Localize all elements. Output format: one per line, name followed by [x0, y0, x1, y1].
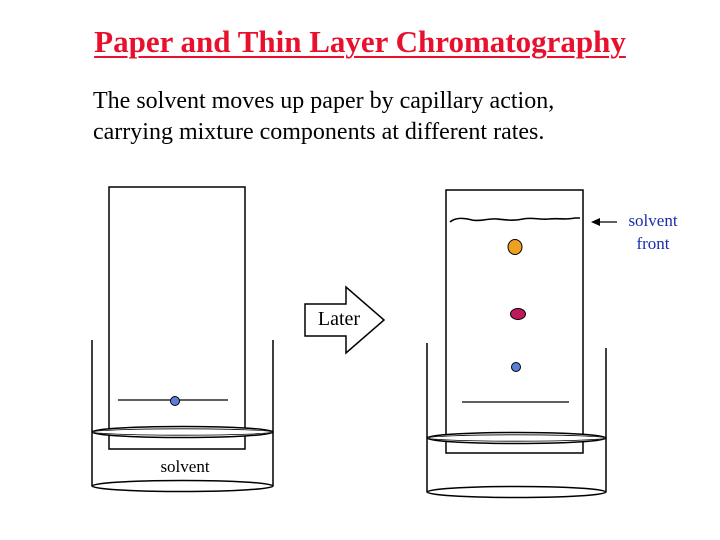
later-label: Later — [317, 308, 361, 330]
solvent-front-label-line-1: solvent — [628, 211, 678, 230]
solvent-front-pointer-arrow — [591, 218, 617, 226]
paper-strip-before — [109, 187, 245, 449]
solvent-surface-before — [92, 427, 273, 438]
solvent-surface-after — [427, 433, 606, 444]
description-line-2: carrying mixture components at different rates. — [93, 119, 545, 145]
solvent-front-label — [618, 209, 688, 255]
solvent-front-label-line-2: front — [636, 234, 670, 253]
description-line-1: The solvent moves up paper by capillary action, — [93, 88, 555, 114]
solvent-label: solvent — [160, 457, 210, 476]
paper-strip-after — [446, 190, 583, 453]
spot-magenta — [511, 309, 526, 320]
sample-spot-before — [171, 397, 180, 406]
spot-blue — [512, 363, 521, 372]
slide-title: Paper and Thin Layer Chromatography — [94, 24, 626, 59]
spot-orange — [508, 240, 522, 255]
